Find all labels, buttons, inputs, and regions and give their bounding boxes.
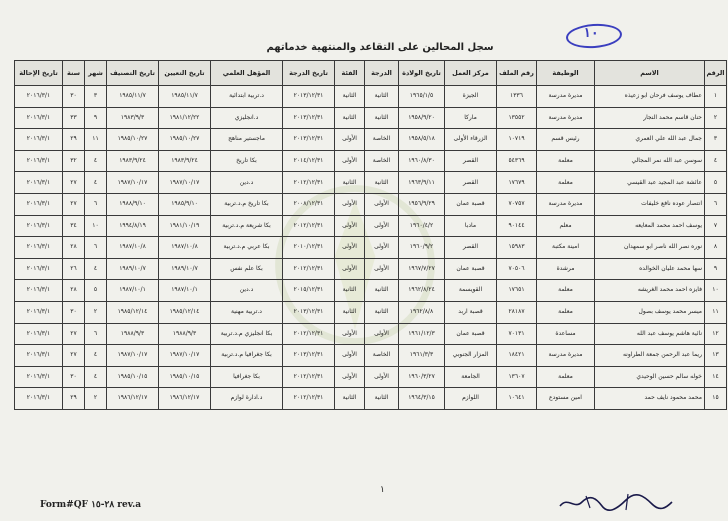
table-cell: رئيس قسم [537, 129, 595, 151]
table-cell: ٢٠١٦/٣/١ [15, 280, 63, 302]
table-cell: ٢٧ [63, 323, 85, 345]
table-cell: الثانية [365, 388, 399, 410]
column-header: تاريخ الولادة [399, 61, 445, 86]
table-cell: معلمة [537, 280, 595, 302]
table-cell: ٢٠١٢/١٢/٣١ [283, 215, 335, 237]
table-cell: ١٩٦٤/٣/١٥ [399, 388, 445, 410]
table-cell: ٢٠١٢/١٢/٣١ [283, 258, 335, 280]
document-title: سجل المحالين على التقاعد والمنتهية خدماتهم [266, 42, 494, 53]
table-cell: حنان قاسم محمد النجار [595, 107, 705, 129]
table-cell: معلمة [537, 172, 595, 194]
table-cell: القصر [445, 237, 497, 259]
table-cell: ٢٠١٢/١٢/٣١ [283, 323, 335, 345]
table-cell: معلمة [537, 301, 595, 323]
table-cell: ٢٧ [63, 193, 85, 215]
table-cell: ٣ [85, 86, 107, 108]
table-cell: جمال عبد الله علي العمري [595, 129, 705, 151]
table-cell: المزار الجنوبي [445, 345, 497, 367]
table-cell: ١٨٤٢١ [497, 345, 537, 367]
table-cell: الثانية [365, 172, 399, 194]
table-cell: الأولى [365, 366, 399, 388]
table-cell: ١٩٥٨/٥/١٨ [399, 129, 445, 151]
column-header: الفئة [335, 61, 365, 86]
table-cell: ١ [705, 86, 727, 108]
table-cell: ٢٠١٦/٣/١ [15, 345, 63, 367]
table-cell: ٢٠١٦/٣/١ [15, 258, 63, 280]
table-cell: ٢٧ [63, 172, 85, 194]
table-cell: ١٥ [705, 388, 727, 410]
table-cell: ١٩٨٩/١٠/٧ [159, 258, 211, 280]
table-cell: ١١ [85, 129, 107, 151]
table-cell: ٢٠١٦/٣/١ [15, 172, 63, 194]
table-cell: الثانية [365, 301, 399, 323]
table-row [15, 215, 727, 237]
table-cell: ١٩٨٥/١٠/٢٧ [159, 129, 211, 151]
column-header: الدرجة [365, 61, 399, 86]
table-cell: ٣ [705, 129, 727, 151]
table-cell: سها محمد عليان الخوالده [595, 258, 705, 280]
table-cell: مديرة مدرسة [537, 86, 595, 108]
table-cell: يوسف احمد محمد المعايعه [595, 215, 705, 237]
table-cell: ٣٣ [63, 107, 85, 129]
table-cell: ١٩٨٥/١٢/١٤ [107, 301, 159, 323]
table-body [15, 86, 727, 410]
table-cell: ١٩٨٧/١٠/١ [107, 280, 159, 302]
table-cell: ١٩٨٥/١٠/٢٧ [107, 129, 159, 151]
table-cell: معلمة [537, 366, 595, 388]
form-code: Form#QF ٢٨-١٥ rev.a [40, 500, 142, 510]
table-cell: ٩ [85, 107, 107, 129]
table-cell: معلم [537, 215, 595, 237]
table-cell: ٦ [85, 323, 107, 345]
table-cell: ١٣ [705, 345, 727, 367]
table-cell: ٢٠١٦/٣/١ [15, 301, 63, 323]
table-cell: عطاف يوسف فرحان ابو زعيذه [595, 86, 705, 108]
table-cell: ٤ [85, 345, 107, 367]
table-cell: ٥ [705, 172, 727, 194]
table-cell: ٢٠١٦/٣/١ [15, 107, 63, 129]
table-cell: ١٩٨٥/٩/١٠ [159, 193, 211, 215]
table-cell: الثانية [335, 86, 365, 108]
table-cell: ٢٠١٥/١٢/٣١ [283, 280, 335, 302]
table-cell: نوره نصر الله ناصر ابو سمهدان [595, 237, 705, 259]
table-cell: الأولى [365, 237, 399, 259]
table-cell: ٧٠٥٠٦ [497, 258, 537, 280]
table-cell: ٣٢ [63, 150, 85, 172]
table-cell: مساعدة [537, 323, 595, 345]
table-cell: ١٣٥٥٢ [497, 107, 537, 129]
table-cell: الخاصة [365, 150, 399, 172]
table-cell: معلمة [537, 150, 595, 172]
column-header: تاريخ التصنيف [107, 61, 159, 86]
table-cell: ٢٠١٣/١٢/٣١ [283, 301, 335, 323]
table-row [15, 107, 727, 129]
table-cell: ماركا [445, 107, 497, 129]
table-cell: مديرة مدرسة [537, 345, 595, 367]
column-header: المؤهل العلمي [211, 61, 283, 86]
table-cell: ١٩٨٦/١٢/١٧ [159, 388, 211, 410]
table-cell: الثانية [335, 280, 365, 302]
footer-page-number: ١ [380, 485, 385, 495]
table-cell: ١٠ [705, 280, 727, 302]
table-cell: ١٩٨٧/١٠/١٧ [159, 172, 211, 194]
table-row [15, 366, 727, 388]
table-cell: ٢٩ [63, 388, 85, 410]
table-cell: ريما عبد الرحمن جمعة الطراونه [595, 345, 705, 367]
table-cell: ٩٠١٤٤ [497, 215, 537, 237]
table-cell: ٦ [705, 193, 727, 215]
table-cell: ٩ [705, 258, 727, 280]
table-row [15, 323, 727, 345]
table-cell: ١٩٦٠/٩/٢ [399, 237, 445, 259]
table-row [15, 388, 727, 410]
table-cell: ١٢ [705, 323, 727, 345]
table-cell: ١٩٦٠/٨/٣٠ [399, 150, 445, 172]
table-cell: الأولى [335, 150, 365, 172]
table-cell: الأولى [335, 258, 365, 280]
table-cell: اللوازم [445, 388, 497, 410]
header-row [15, 61, 727, 86]
table-cell: نائية هاشم يوسف عبد الله [595, 323, 705, 345]
table-cell: ٢٠١٦/٣/١ [15, 215, 63, 237]
table-cell: الثانية [365, 280, 399, 302]
table-row [15, 172, 727, 194]
column-header: سنة [63, 61, 85, 86]
table-cell: ١٩٨٣/٩/٢٤ [107, 150, 159, 172]
table-cell: الأولى [335, 215, 365, 237]
table-cell: ١٩٨١/١٢/٢٢ [159, 107, 211, 129]
table-cell: ١٩٨٨/٩/٣ [107, 323, 159, 345]
table-cell: عائشة عبد المجيد عبد القيسي [595, 172, 705, 194]
table-cell: ١٩٨٥/١٢/١٤ [159, 301, 211, 323]
table-cell: القصر [445, 172, 497, 194]
table-cell: مرشدة [537, 258, 595, 280]
table-cell: ١٩٨٣/٩/٢٤ [159, 150, 211, 172]
table-cell: امين مستودع [537, 388, 595, 410]
table-cell: ١٠٦٤١ [497, 388, 537, 410]
table-cell: الأولى [365, 258, 399, 280]
table-cell: الثانية [335, 172, 365, 194]
table-cell: ٥٤٣٦٩ [497, 150, 537, 172]
table-cell: د.دين [211, 172, 283, 194]
table-cell: ٥ [85, 280, 107, 302]
table-cell: الثانية [335, 388, 365, 410]
column-header: الاسم [595, 61, 705, 86]
table-cell: الخاصة [365, 345, 399, 367]
table-cell: ٧٠١٣١ [497, 323, 537, 345]
table-cell: بكا علم نفس [211, 258, 283, 280]
table-cell: ١٩٨٦/١٢/١٧ [107, 388, 159, 410]
table-cell: ٢٠١٦/٣/١ [15, 193, 63, 215]
column-header: شهر [85, 61, 107, 86]
table-cell: قصبة عمان [445, 258, 497, 280]
column-header: الرقم [705, 61, 727, 86]
column-header: رقم الملف [497, 61, 537, 86]
table-cell: ١٩٨٧/١٠/١٧ [107, 345, 159, 367]
table-cell: ٢٧ [63, 345, 85, 367]
table-cell: ٢٩ [63, 129, 85, 151]
table-cell: د.انجليزي [211, 107, 283, 129]
table-cell: ١٩٨٨/٩/٣ [159, 323, 211, 345]
table-cell: الجيزة [445, 86, 497, 108]
table-cell: ١٩٨٣/٩/٣ [107, 107, 159, 129]
table-cell: ٦ [85, 237, 107, 259]
table-row [15, 258, 727, 280]
table-cell: ٢٦ [63, 258, 85, 280]
table-cell: امينة مكتبة [537, 237, 595, 259]
table-cell: مادبا [445, 215, 497, 237]
table-cell: ١٩٦٥/١/٥ [399, 86, 445, 108]
table-cell: الأولى [365, 215, 399, 237]
table-cell: ٧ [705, 215, 727, 237]
table-cell: ١٩٦١/١٢/٣ [399, 323, 445, 345]
table-cell: ٧٠٧٥٧ [497, 193, 537, 215]
table-cell: خوله سالم حسين الوحيدي [595, 366, 705, 388]
table-cell: ١٩٥٨/٩/٢٠ [399, 107, 445, 129]
table-cell: ١٩٩٤/٨/١٩ [107, 215, 159, 237]
table-cell: الأولى [365, 323, 399, 345]
table-cell: ٢٠١٦/٣/١ [15, 388, 63, 410]
table-row [15, 237, 727, 259]
table-cell: ٢٠١٦/٣/١ [15, 323, 63, 345]
table-cell: ١٩٨٥/١٠/١٥ [159, 366, 211, 388]
column-header: تاريخ التعيين [159, 61, 211, 86]
table-cell: ٤ [85, 172, 107, 194]
table-cell: ٢٠١٢/١٢/٣١ [283, 366, 335, 388]
table-cell: بكا جغرافيا [211, 366, 283, 388]
table-cell: ١٩٨٨/٩/١٠ [107, 193, 159, 215]
table-cell: قصبة اربد [445, 301, 497, 323]
table-cell: القصر [445, 150, 497, 172]
table-cell: قصبة عمان [445, 323, 497, 345]
table-cell: الأولى [335, 323, 365, 345]
table-cell: ١٩٨٧/١٠/١٧ [107, 172, 159, 194]
table-cell: ١٠ [85, 215, 107, 237]
table-cell: الثانية [335, 107, 365, 129]
page-number: ١٠ [583, 26, 599, 41]
table-cell: بكا تاريخ [211, 150, 283, 172]
table-cell: الأولى [335, 237, 365, 259]
table-cell: ٢٠١٦/٣/١ [15, 237, 63, 259]
table-cell: ١٠٧١٩ [497, 129, 537, 151]
table-cell: ٢٠١٦/٣/١ [15, 150, 63, 172]
table-cell: ١٩٦٧/٧/٢٧ [399, 258, 445, 280]
column-header: تاريخ الدرجة [283, 61, 335, 86]
table-cell: ٢٨١٨٧ [497, 301, 537, 323]
table-cell: الثانية [335, 301, 365, 323]
table-header [15, 61, 727, 86]
table-cell: ٢٨ [63, 237, 85, 259]
table-cell: ١٩٦٢/٨/٨ [399, 301, 445, 323]
table-cell: ١٩٦٣/٩/١١ [399, 172, 445, 194]
table-cell: انتصار عوده نافع خليفات [595, 193, 705, 215]
table-cell: ٢ [705, 107, 727, 129]
table-row [15, 280, 727, 302]
table-cell: ١٧٦٧٩ [497, 172, 537, 194]
table-row [15, 193, 727, 215]
table-cell: ٢٠١٢/١٢/٣١ [283, 172, 335, 194]
table-cell: ٤ [705, 150, 727, 172]
table-cell: الخاصة [365, 129, 399, 151]
table-row [15, 129, 727, 151]
table-cell: ١٩٨٧/١٠/١٧ [159, 345, 211, 367]
table-cell: القويسمة [445, 280, 497, 302]
table-cell: ٨ [705, 237, 727, 259]
table-row [15, 301, 727, 323]
table-cell: ٢٠١٣/١٢/٣١ [283, 86, 335, 108]
table-cell: ٦ [85, 193, 107, 215]
table-cell: بكا انجليزي م.د.تربية [211, 323, 283, 345]
table-row [15, 345, 727, 367]
table-cell: الزرقاء الأولى [445, 129, 497, 151]
table-row [15, 86, 727, 108]
table-cell: ١٩٦٢/٨/٢٤ [399, 280, 445, 302]
table-cell: ٣٠ [63, 366, 85, 388]
table-cell: ١٧٦٥١ [497, 280, 537, 302]
table-cell: ١٩٦٠/٤/٢ [399, 215, 445, 237]
table-cell: ٣٠ [63, 86, 85, 108]
table-cell: د.تربية مهنية [211, 301, 283, 323]
column-header: تاريخ الإحالة [15, 61, 63, 86]
table-cell: ميسر محمد يوسف بصول [595, 301, 705, 323]
table-cell: ٢٠١٣/١٢/٣١ [283, 129, 335, 151]
table-cell: ٢٠١٣/١٢/٣١ [283, 107, 335, 129]
table-cell: ١٩٨٧/١٠/١ [159, 280, 211, 302]
table-cell: ١٩٨٥/١١/٧ [159, 86, 211, 108]
table-cell: سوسن عبد الله نمر المجالي [595, 150, 705, 172]
table-cell: ٢٠١٢/١٢/٣١ [283, 388, 335, 410]
table-cell: ١٩٦٠/٣/٢٧ [399, 366, 445, 388]
table-cell: ٢٨ [63, 280, 85, 302]
table-cell: د.دين [211, 280, 283, 302]
table-cell: ٢٠١٦/٣/١ [15, 129, 63, 151]
table-cell: فايزه احمد محمد الغريشه [595, 280, 705, 302]
table-cell: ١٩٨٥/١٠/١٥ [107, 366, 159, 388]
table-cell: بكا جغرافيا م.د.تربية [211, 345, 283, 367]
table-cell: محمد محمود نايف حمد [595, 388, 705, 410]
table-cell: الأولى [365, 193, 399, 215]
table-cell: ١٩٨١/١٠/١٩ [159, 215, 211, 237]
table-cell: ٢٠١٠/١٢/٣١ [283, 237, 335, 259]
table-cell: ١٩٥٦/٩/٢٩ [399, 193, 445, 215]
table-cell: ١٥٩٨٣ [497, 237, 537, 259]
table-cell: ٢٠١٦/٣/١ [15, 86, 63, 108]
table-cell: ١٩٨٩/١٠/٧ [107, 258, 159, 280]
table-cell: ٣٠ [63, 301, 85, 323]
table-cell: ٤ [85, 258, 107, 280]
table-cell: الثانية [365, 107, 399, 129]
table-cell: ٢٠١٤/١٢/٣١ [283, 150, 335, 172]
table-cell: مديرة مدرسة [537, 193, 595, 215]
table-cell: ٢٠١٦/٣/١ [15, 366, 63, 388]
table-cell: ١٩٨٧/١٠/٨ [159, 237, 211, 259]
table-cell: الأولى [335, 345, 365, 367]
table-cell: ٤ [85, 366, 107, 388]
table-cell: ١٩٨٧/١٠/٨ [107, 237, 159, 259]
table-cell: ٣٤ [63, 215, 85, 237]
table-cell: ١٤ [705, 366, 727, 388]
table-cell: الجامعة [445, 366, 497, 388]
table-cell: ماجستير مناهج [211, 129, 283, 151]
table-cell: الأولى [335, 366, 365, 388]
table-cell: بكا عربي م.د.تربية [211, 237, 283, 259]
table-cell: ٢ [85, 301, 107, 323]
table-cell: ٢ [85, 388, 107, 410]
column-header: مركز العمل [445, 61, 497, 86]
table-cell: ١٩٨٥/١١/٧ [107, 86, 159, 108]
table-cell: الثانية [365, 86, 399, 108]
table-cell: بكا شريعة م.د.تربية [211, 215, 283, 237]
table-row [15, 150, 727, 172]
table-cell: الأولى [335, 193, 365, 215]
table-cell: ٤ [85, 150, 107, 172]
table-cell: ١١ [705, 301, 727, 323]
table-cell: قصبة عمان [445, 193, 497, 215]
signature [556, 490, 676, 514]
table-cell: ١٩٦١/٣/٣ [399, 345, 445, 367]
table-cell: ٢٠١٣/١٢/٣١ [283, 345, 335, 367]
table-cell: د.تربية ابتدائية [211, 86, 283, 108]
table-cell: د.ادارة لوازم [211, 388, 283, 410]
table-cell: الأولى [335, 129, 365, 151]
table-cell: بكا تاريخ م.د.تربية [211, 193, 283, 215]
retirees-table [14, 60, 727, 410]
table-cell: ٢٠٠٨/١٢/٣١ [283, 193, 335, 215]
table-cell: ١٣٦٠٧ [497, 366, 537, 388]
table-cell: مديرة مدرسة [537, 107, 595, 129]
table-cell: ١٣٣٦ [497, 86, 537, 108]
column-header: الوظيفة [537, 61, 595, 86]
